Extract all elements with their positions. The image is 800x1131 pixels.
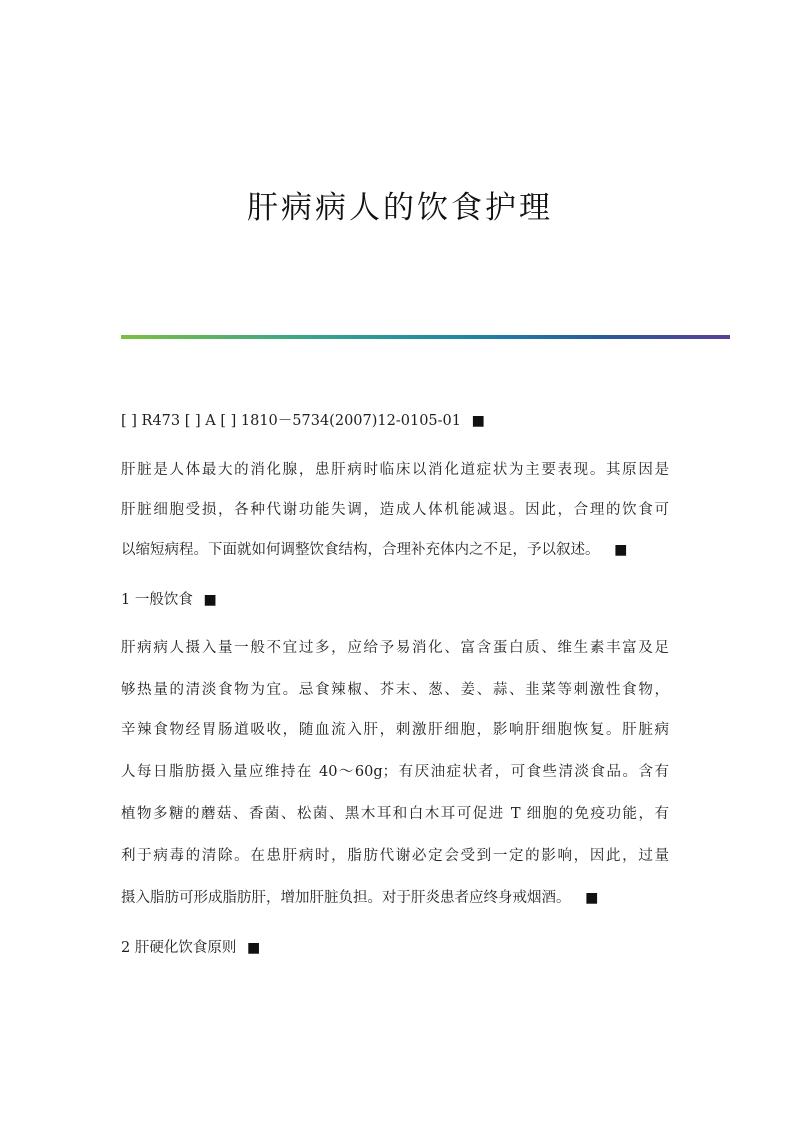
- section-heading-text: 1 一般饮食: [121, 592, 193, 608]
- paragraph-line: 利于病毒的清除。在患肝病时，脂肪代谢必定会受到一定的影响，因此，过量: [121, 848, 669, 864]
- intro-line-text: 以缩短病程。下面就如何调整饮食结构，合理补充体内之不足，予以叙述。: [121, 542, 600, 558]
- paragraph-line-last: [121, 888, 681, 908]
- intro-line-last: [121, 540, 681, 560]
- title-divider: [121, 335, 730, 339]
- meta-line: [121, 411, 681, 431]
- intro-line: 肝脏是人体最大的消化腺，患肝病时临床以消化道症状为主要表现。其原因是: [121, 462, 669, 478]
- end-mark-icon: ■: [246, 940, 261, 956]
- paragraph-line: 植物多糖的蘑菇、香菌、松菌、黑木耳和白木耳可促进 T 细胞的免疫功能，有: [121, 806, 669, 822]
- section-heading-2: [121, 938, 681, 958]
- end-mark-icon: ■: [614, 542, 628, 558]
- paragraph-line: 够热量的清淡食物为宜。忌食辣椒、芥末、葱、姜、蒜、韭菜等刺激性食物，: [121, 682, 669, 698]
- paragraph-line: 肝病病人摄入量一般不宜过多，应给予易消化、富含蛋白质、维生素丰富及足: [121, 640, 669, 656]
- end-mark-icon: ■: [203, 592, 217, 608]
- page-title: 肝病病人的饮食护理: [247, 190, 553, 226]
- intro-line: 肝脏细胞受损，各种代谢功能失调，造成人体机能减退。因此，合理的饮食可: [121, 502, 669, 518]
- section-heading-text: 2 肝硬化饮食原则: [121, 940, 237, 956]
- paragraph-line: 辛辣食物经胃肠道吸收，随血流入肝，刺激肝细胞，影响肝细胞恢复。肝脏病: [121, 722, 669, 738]
- paragraph-line: 人每日脂肪摄入量应维持在 40～60g；有厌油症状者，可食些清淡食品。含有: [121, 764, 669, 780]
- end-mark-icon: ■: [585, 890, 599, 906]
- meta-text: [ ] R473 [ ] A [ ] 1810－5734(2007)12-0105-01: [121, 413, 461, 429]
- section-heading-1: [121, 590, 681, 610]
- paragraph-line-text: 摄入脂肪可形成脂肪肝，增加肝脏负担。对于肝炎患者应终身戒烟酒。: [121, 890, 571, 906]
- end-mark-icon: ■: [471, 413, 485, 429]
